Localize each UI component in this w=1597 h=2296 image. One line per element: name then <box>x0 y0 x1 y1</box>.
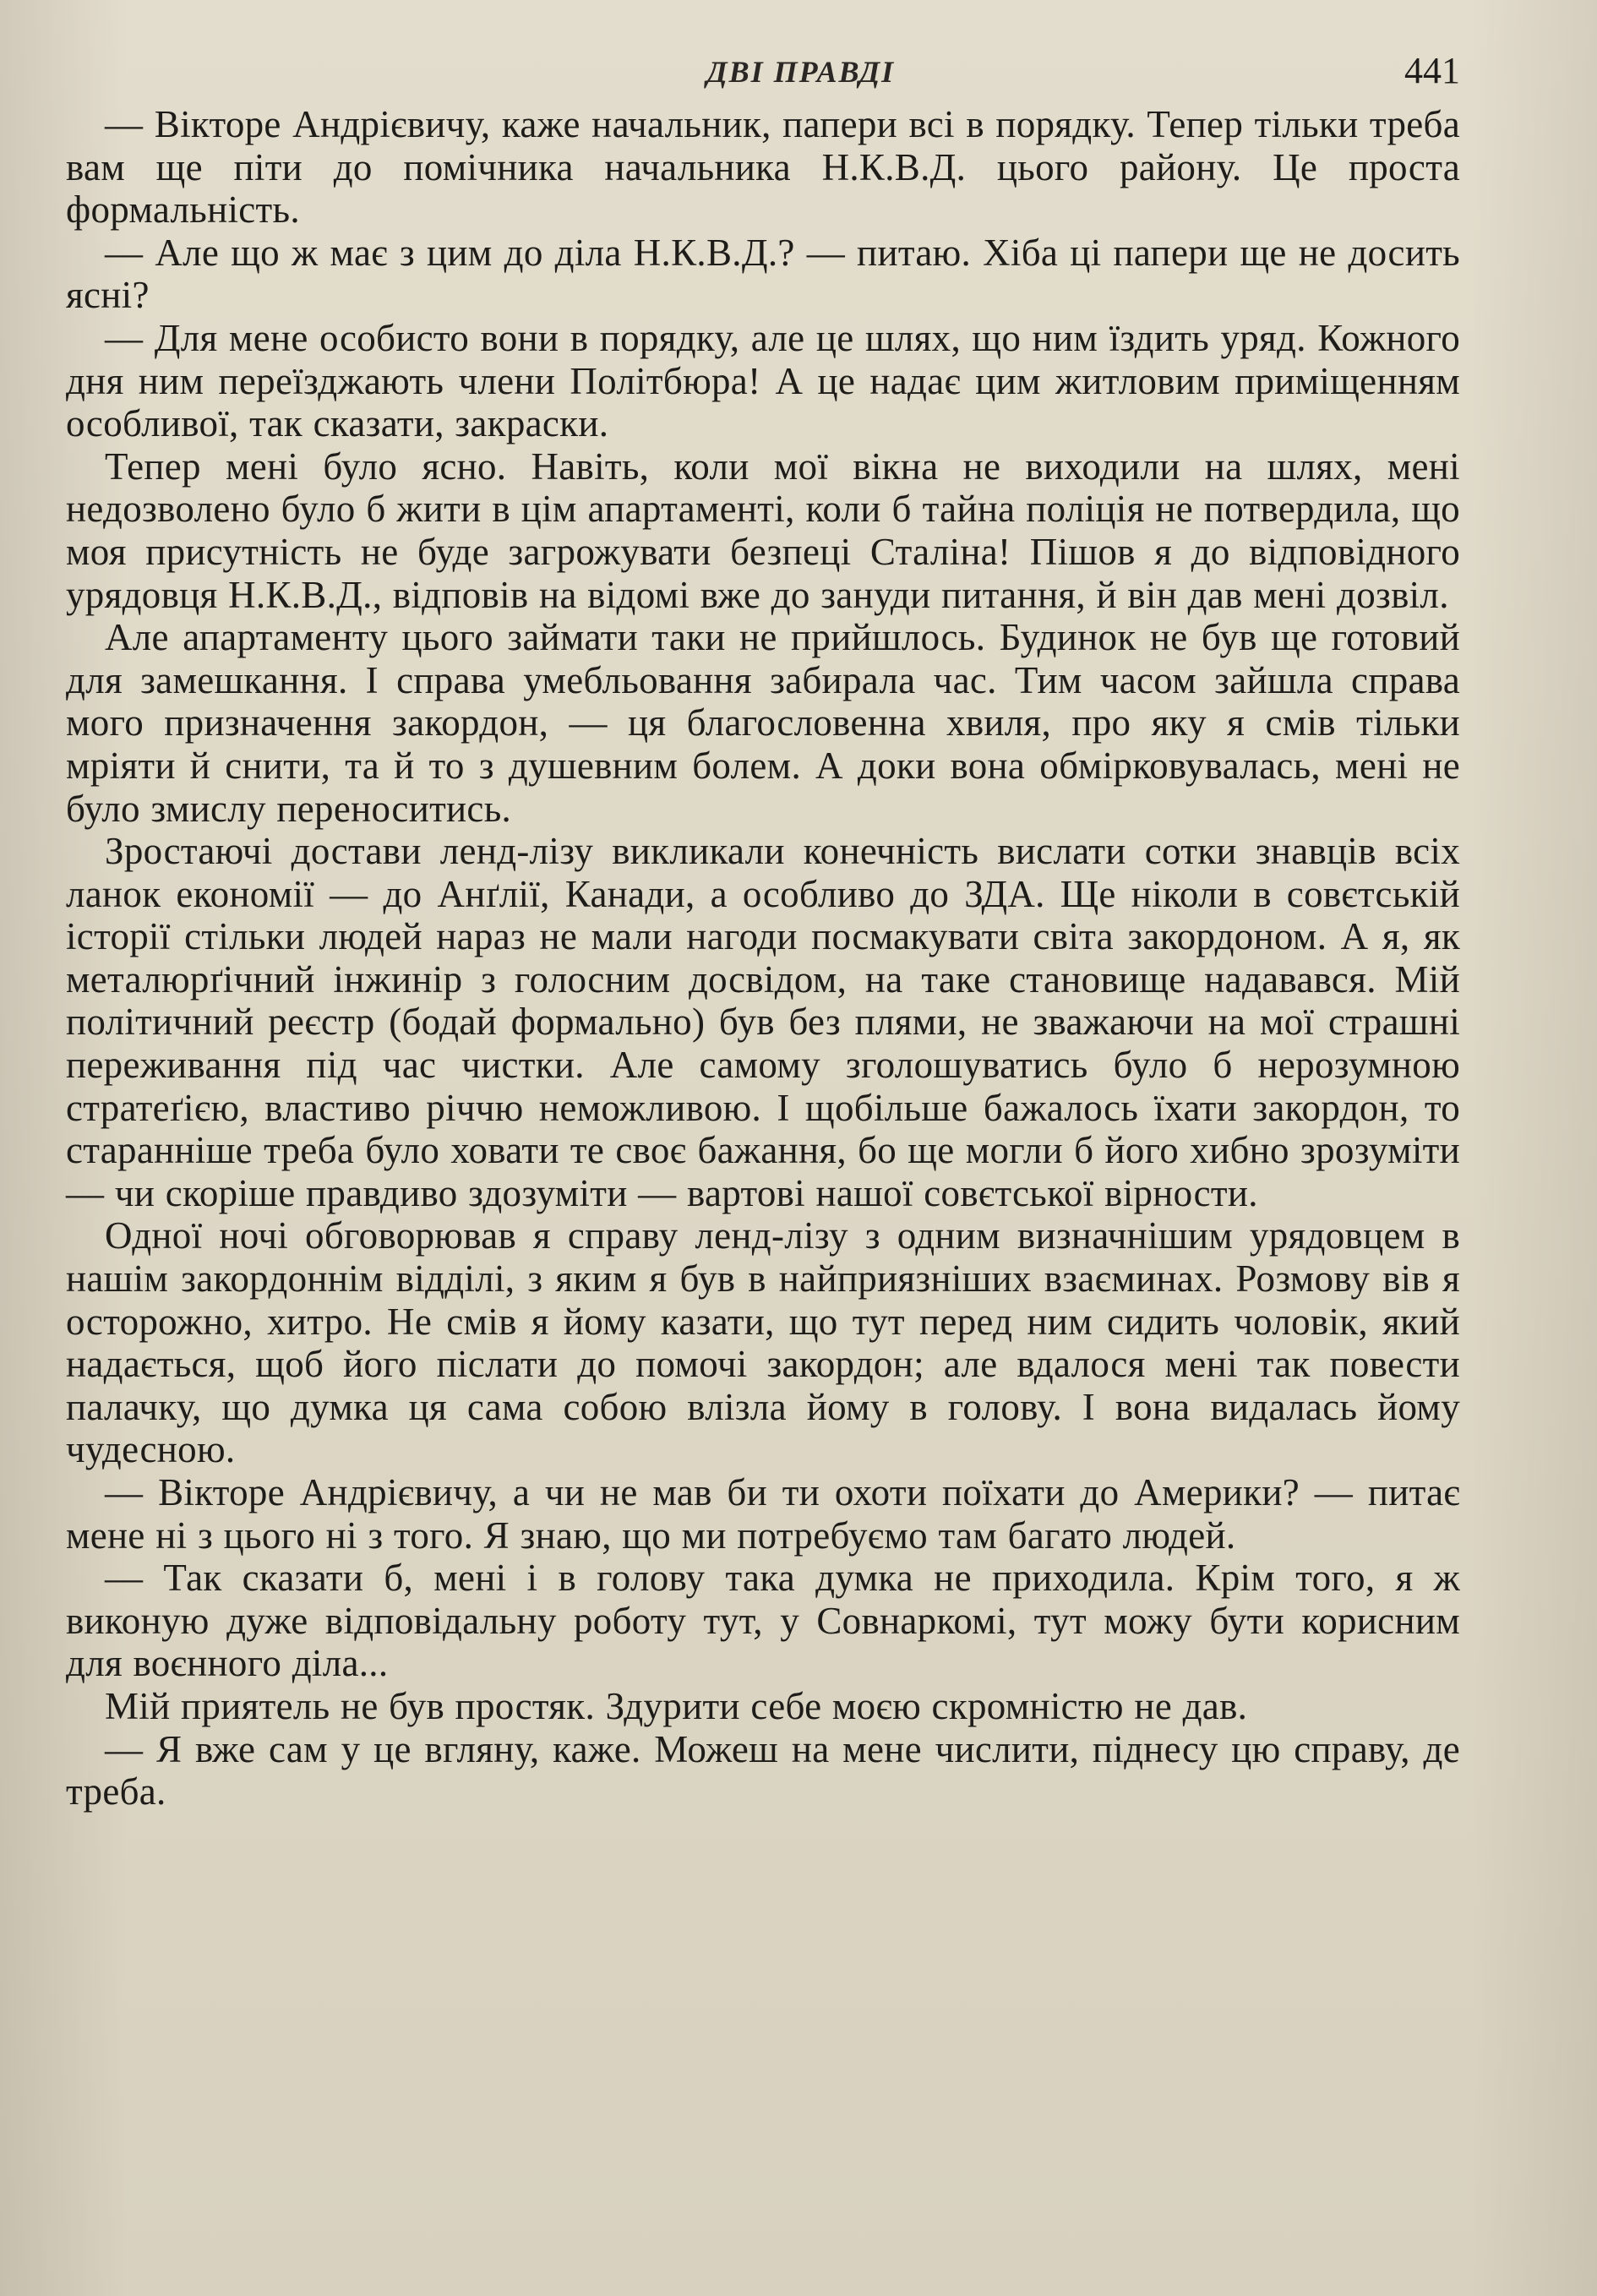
paragraph: — Вікторе Андрієвичу, каже начальник, папери всі в порядку. Тепер тільки треба вам ще піти до помічника начальника Н.К.В.Д. цього району. Це проста формальність. <box>66 103 1460 232</box>
page-number: 441 <box>1404 50 1460 91</box>
paragraph: Але апартаменту цього займати таки не прийшлось. Будинок не був ще готовий для замешкання. І справа умебльовання забирала час. Тим часом зайшла справа мого призначення закордон, — ця благословенна хвиля, про яку я смів тільки мріяти й снити, та й то з душевним болем. А доки вона обмірковувалась, мені не було змислу переноситись. <box>66 616 1460 830</box>
paragraph: Мій приятель не був простяк. Здурити себе моєю скромністю не дав. <box>105 1684 1248 1727</box>
paragraph: — Вікторе Андрієвичу, а чи не мав би ти охоти поїхати до Америки? — питає мене ні з цього ні з того. Я знаю, що ми потребуємо там багато людей. <box>66 1471 1460 1557</box>
paragraph: Тепер мені було ясно. Навіть, коли мої вікна не виходили на шлях, мені недозволено було б жити в цім апартаменті, коли б тайна поліція не потвердила, що моя присутність не буде загрожувати безпеці Сталіна! Пішов я до відповідного урядовця Н.К.В.Д., відповів на відомі вже до зануди питання, й він дав мені дозвіл. <box>66 444 1460 616</box>
paragraph: — Для мене особисто вони в порядку, але це шлях, що ним їздить уряд. Кожного дня ним переїзджають члени Політбюра! А це надає цим житловим приміщенням особливої, так сказати, закраски. <box>66 316 1460 445</box>
running-title: ДВІ ПРАВДІ <box>706 55 896 89</box>
body-text <box>66 103 1460 1813</box>
page-header <box>0 49 1597 100</box>
paragraph: — Так сказати б, мені і в голову така думка не приходила. Крім того, я ж виконую дуже відповідальну роботу тут, у Совнаркомі, тут можу бути корисним для воєнного діла... <box>66 1557 1460 1685</box>
paragraph: — Але що ж має з цим до діла Н.К.В.Д.? — питаю. Хіба ці папери ще не досить ясні? <box>66 231 1460 317</box>
paragraph: — Я вже сам у це вгляну, каже. Можеш на мене числити, піднесу цю справу, де треба. <box>66 1727 1460 1813</box>
paragraph: Зростаючі достави ленд-лізу викликали конечність вислати сотки знавців всіх ланок економії — до Анґлії, Канади, а особливо до ЗДА. Ще ніколи в совєтській історії стільки людей нараз не мали нагоди посмакувати світа закордоном. А я, як металюрґічний інжинір з голосним досвідом, на таке становище надавався. Мій політичний реєстр (бодай формально) був без плями, не зважаючи на мої страшні переживання під час чистки. Але самому зголошуватись було б нерозумною стратеґією, властиво річчю неможливою. І щобільше бажалось їхати закордон, то старанніше треба було ховати те своє бажання, бо ще могли б його хибно зрозуміти — чи скоріше правдиво здозуміти — вартові нашої совєтської вірности. <box>66 830 1460 1214</box>
paragraph: Одної ночі обговорював я справу ленд-лізу з одним визначнішим урядовцем в нашім закордоннім відділі, з яким я був в найприязніших взаєминах. Розмову вів я осторожно, хитро. Не смів я йому казати, що тут перед ним сидить чоловік, який надається, щоб його післати до помочі закордон; але вдалося мені так повести палачку, що думка ця сама собою влізла йому в голову. І вона видалась йому чудесною. <box>66 1214 1460 1471</box>
